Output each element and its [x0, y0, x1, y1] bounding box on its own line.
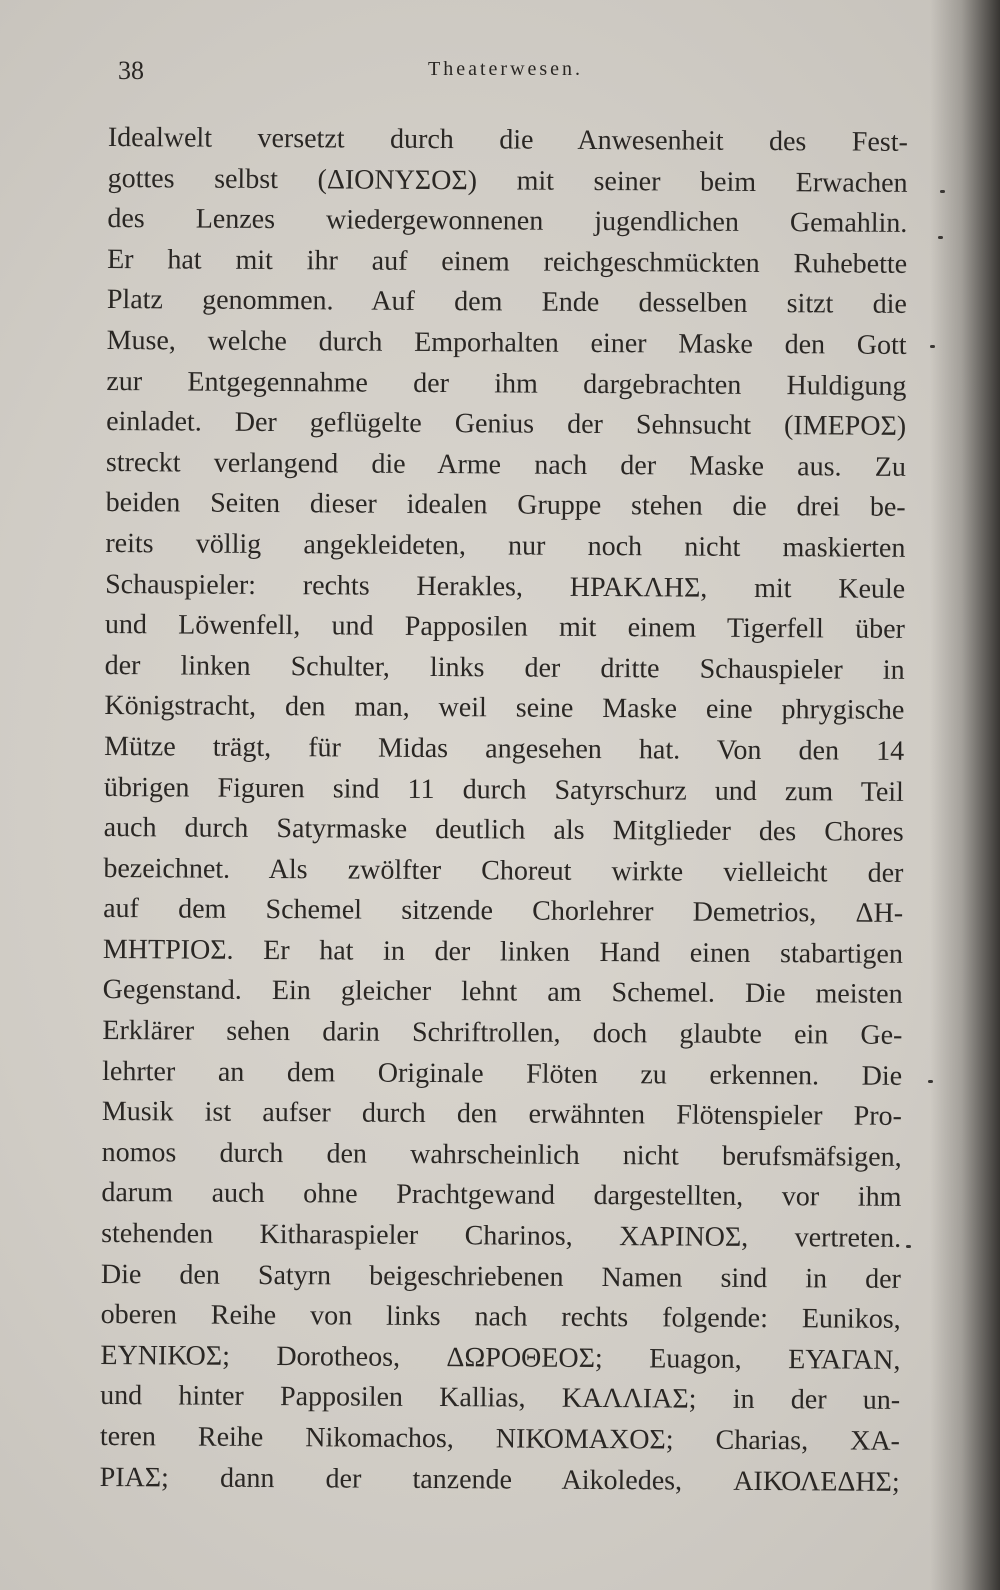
- text-line: Mütze trägt, für Midas angesehen hat. Von den 14: [104, 730, 905, 767]
- text-line: zur Entgegennahme der ihm dargebrachten Huldigung: [106, 365, 907, 402]
- running-head: Theaterwesen.: [428, 58, 584, 80]
- text-line: Schauspieler: rechts Herakles, ΗΡΑΚΛΗΣ, mit Keule: [105, 568, 906, 605]
- page-number: 38: [118, 56, 144, 85]
- text-line: Gegenstand. Ein gleicher lehnt am Schemel. Die meisten: [102, 974, 903, 1011]
- text-line: Er hat mit ihr auf einem reichgeschmückten Ruhebette: [107, 243, 908, 280]
- page-header: [118, 56, 898, 92]
- text-line: Idealwelt versetzt durch die Anwesenheit des Fest-: [107, 121, 908, 158]
- text-line: ΜΗΤΡΙΟΣ. Er hat in der linken Hand einen stabartigen: [102, 933, 904, 970]
- text-line: Muse, welche durch Emporhalten einer Maske den Gott: [106, 324, 907, 361]
- text-line: Platz genommen. Auf dem Ende desselben sitzt die: [106, 284, 907, 321]
- text-line: Königstracht, den man, weil seine Maske eine phrygische: [104, 690, 905, 727]
- print-speck: [928, 1080, 933, 1083]
- text-line: bezeichnet. Als zwölfter Choreut wirkte vielleicht der: [103, 852, 904, 889]
- text-line: Musik ist aufser durch den erwähnten Flötenspieler Pro-: [101, 1096, 903, 1133]
- text-line: Erklärer sehen darin Schriftrollen, doch glaubte ein Ge-: [102, 1015, 903, 1051]
- text-line: teren Reihe Nikomachos, ΝΙΚΟΜΑΧΟΣ; Charias, ΧΑ-: [99, 1420, 901, 1457]
- print-speck: [940, 190, 945, 193]
- text-line: lehrter an dem Originale Flöten zu erkennen. Die: [102, 1055, 903, 1092]
- print-speck: [938, 236, 943, 239]
- text-line: darum auch ohne Prachtgewand dargestellten, vor ihm: [101, 1177, 902, 1214]
- text-line: oberen Reihe von links nach rechts folgende: Eunikos,: [100, 1299, 901, 1336]
- print-speck: [930, 345, 935, 348]
- body-text: [100, 118, 930, 1503]
- text-line: reits völlig angekleideten, nur noch nicht maskierten: [105, 527, 906, 564]
- text-line: der linken Schulter, links der dritte Schauspieler in: [104, 649, 905, 686]
- text-line: einladet. Der geflügelte Genius der Sehnsucht (ΙΜΕΡΟΣ): [106, 406, 907, 443]
- text-line: beiden Seiten dieser idealen Gruppe stehen die drei be-: [105, 487, 906, 524]
- text-line: des Lenzes wiedergewonnenen jugendlichen Gemahlin.: [107, 203, 908, 240]
- text-line: stehenden Kitharaspieler Charinos, ΧΑΡΙΝΟΣ, vertreten.: [101, 1218, 902, 1254]
- text-line: ΡΙΑΣ; dann der tanzende Aikoledes, ΑΙΚΟΛΕΔΗΣ;: [99, 1461, 900, 1498]
- print-speck: [906, 1245, 911, 1248]
- text-line: Die den Satyrn beigeschriebenen Namen sind in der: [100, 1258, 902, 1295]
- text-line: und hinter Papposilen Kallias, ΚΑΛΛΙΑΣ; in der un-: [100, 1380, 901, 1417]
- text-line: nomos durch den wahrscheinlich nicht berufsmäfsigen,: [101, 1136, 902, 1173]
- text-line: streckt verlangend die Arme nach der Maske aus. Zu: [105, 446, 906, 483]
- text-line: ΕΥΝΙΚΟΣ; Dorotheos, ΔΩΡΟΘΕΟΣ; Euagon, ΕΥΑΓΑΝ,: [100, 1339, 901, 1376]
- text-line: auf dem Schemel sitzende Chorlehrer Demetrios, ΔΗ-: [103, 893, 904, 930]
- text-line: gottes selbst (ΔΙΟΝΥΣΟΣ) mit seiner beim Erwachen: [107, 162, 908, 199]
- text-line: und Löwenfell, und Papposilen mit einem Tigerfell über: [104, 609, 905, 646]
- text-line: übrigen Figuren sind 11 durch Satyrschurz und zum Teil: [103, 771, 904, 808]
- text-line: auch durch Satyrmaske deutlich als Mitglieder des Chores: [103, 812, 904, 848]
